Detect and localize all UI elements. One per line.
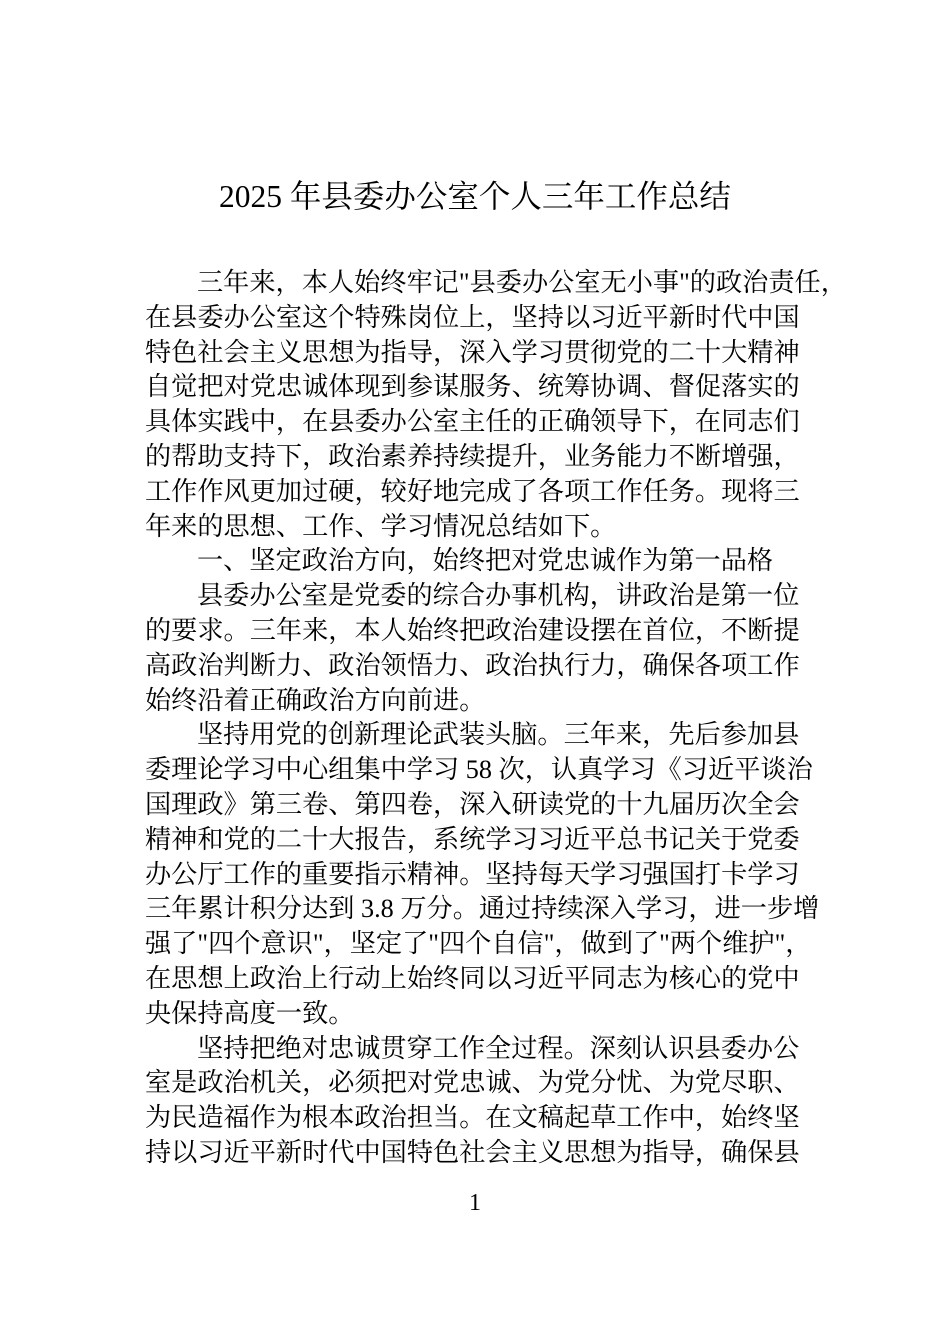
page-number: 1	[469, 1190, 481, 1216]
text-line: 具体实践中，在县委办公室主任的正确领导下，在同志们	[145, 407, 800, 437]
text-line: 始终沿着正确政治方向前进。	[145, 685, 486, 715]
text-line: 自觉把对党忠诚体现到参谋服务、统筹协调、督促落实的	[145, 372, 800, 402]
section-heading: 一、坚定政治方向，始终把对党忠诚作为第一品格	[197, 546, 774, 576]
text-line: 国理政》第三卷、第四卷，深入研读党的十九届历次全会	[145, 789, 800, 819]
text-line: 央保持高度一致。	[145, 998, 355, 1028]
text-line: 特色社会主义思想为指导，深入学习贯彻党的二十大精神	[145, 337, 800, 367]
text-line: 三年累计积分达到 3.8 万分。通过持续深入学习，进一步增	[145, 894, 820, 924]
text-line: 坚持用党的创新理论武装头脑。三年来，先后参加县	[197, 720, 800, 750]
text-line: 在县委办公室这个特殊岗位上，坚持以习近平新时代中国	[145, 302, 800, 332]
text-line: 持以习近平新时代中国特色社会主义思想为指导，确保县	[145, 1137, 800, 1167]
text-line: 三年来，本人始终牢记"县委办公室无小事"的政治责任，	[197, 268, 847, 297]
text-line: 为民造福作为根本政治担当。在文稿起草工作中，始终坚	[145, 1103, 800, 1133]
paragraph	[145, 718, 865, 1031]
text-line: 年来的思想、工作、学习情况总结如下。	[145, 511, 617, 541]
text-line: 工作作风更加过硬，较好地完成了各项工作任务。现将三	[145, 476, 800, 506]
text-line: 的要求。三年来，本人始终把政治建设摆在首位，不断提	[145, 615, 800, 645]
paragraph	[145, 579, 865, 718]
text-line: 在思想上政治上行动上始终同以习近平同志为核心的党中	[145, 963, 800, 993]
text-line: 强了"四个意识"，坚定了"四个自信"，做到了"两个维护"，	[145, 929, 812, 959]
text-line: 办公厅工作的重要指示精神。坚持每天学习强国打卡学习	[145, 859, 800, 889]
paragraph	[145, 1032, 865, 1171]
text-line: 坚持把绝对忠诚贯穿工作全过程。深刻认识县委办公	[197, 1033, 800, 1063]
document-body	[145, 266, 865, 1171]
text-line: 高政治判断力、政治领悟力、政治执行力，确保各项工作	[145, 650, 800, 680]
text-line: 的帮助支持下，政治素养持续提升，业务能力不断增强，	[145, 441, 800, 471]
paragraph-intro	[145, 266, 865, 544]
document-title: 2025 年县委办公室个人三年工作总结	[219, 179, 731, 214]
text-line: 室是政治机关，必须把对党忠诚、为党分忧、为党尽职、	[145, 1068, 800, 1098]
text-line: 精神和党的二十大报告，系统学习习近平总书记关于党委	[145, 824, 800, 854]
text-line: 委理论学习中心组集中学习 58 次，认真学习《习近平谈治	[145, 755, 813, 785]
text-line: 县委办公室是党委的综合办事机构，讲政治是第一位	[197, 581, 800, 611]
